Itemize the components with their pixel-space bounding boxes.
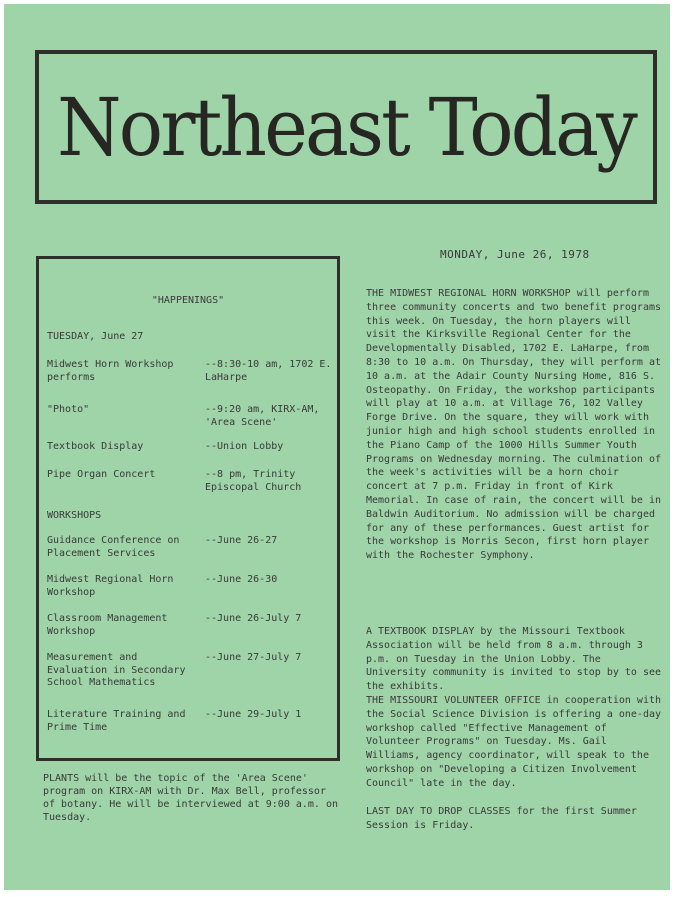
article-text: LAST DAY TO DROP CLASSES for the first Summer Session is Friday.: [366, 806, 637, 831]
workshop-name: Midwest Regional Horn Workshop: [47, 574, 174, 598]
article-text: THE MIDWEST REGIONAL HORN WORKSHOP will perform three community concerts and two benefit programs this week. On Tuesday, the horn players will visit the Kirksville Regional Center for the Developmentally Disabled, 1702 E. LaHarpe, from 8:30 to 10 a.m. On Thursday, they will perform at 10 a.m. at the Adair County Nursing Home, 816 S. Osteopathy. On Friday, the workshop participants will play at 10 a.m. at Village 76, 102 Valley Forge Drive. On the square, they will work with junior high and high school students enrolled in the Piano Camp of the 1000 Hills Summer Youth Programs on Wednesday morning. The culmination of the week's activities will be a horn choir concert at 7 p.m. Friday in front of Kirk Memorial. In case of rain, the concert will be in Baldwin Auditorium. No admission will be charged for any of these performances. Guest artist for the workshop is Morris Secon, first horn player with the Rochester Symphony.: [366, 288, 662, 562]
workshop-dates: --June 26-27: [205, 535, 278, 546]
plants-note: PLANTS will be the topic of the 'Area Scene' program on KIRX-AM with Dr. Max Bell, professor of botany. He will be interviewed at 9:00 a.m. on Tuesday.: [43, 773, 339, 823]
issue-date: MONDAY, June 26, 1978: [440, 248, 590, 261]
article-volunteer-workshop: [366, 694, 664, 791]
event-time: --9:20 am, KIRX-AM, 'Area Scene': [205, 404, 320, 428]
event-time: --8 pm, Trinity Episcopal Church: [205, 469, 302, 493]
event-name: "Photo": [47, 404, 90, 415]
event-name: Textbook Display: [47, 441, 144, 452]
workshop-name: Guidance Conference on Placement Services: [47, 535, 180, 559]
workshop-dates: --June 26-30: [205, 574, 278, 585]
event-time: --Union Lobby: [205, 441, 284, 452]
happenings-title: "HAPPENINGS": [151, 295, 225, 306]
newsletter-page: [4, 4, 670, 890]
workshop-dates: --June 27-July 7: [205, 652, 302, 663]
workshop-name: Literature Training and Prime Time: [47, 709, 186, 733]
event-name: Pipe Organ Concert: [47, 469, 156, 480]
article-last-day-drop: [366, 805, 664, 833]
happenings-box: [36, 256, 340, 761]
workshop-name: Classroom Management Workshop: [47, 613, 168, 637]
workshop-name: Measurement and Evaluation in Secondary School Mathematics: [47, 652, 186, 688]
day-heading: TUESDAY, June 27: [47, 331, 144, 342]
masthead-title: Northeast Today: [57, 80, 635, 174]
article-text: A TEXTBOOK DISPLAY by the Missouri Textbook Association will be held from 8 a.m. through 3 p.m. on Tuesday in the Union Lobby. The University community is invited to stop by to see the exhibits.: [366, 626, 662, 693]
masthead: [35, 50, 657, 204]
workshop-dates: --June 29-July 1: [205, 709, 302, 720]
event-name: Midwest Horn Workshop performs: [47, 359, 174, 383]
workshop-dates: --June 26-July 7: [205, 613, 302, 624]
article-textbook-display: [366, 625, 664, 694]
workshops-heading: WORKSHOPS: [47, 510, 102, 521]
event-time: --8:30-10 am, 1702 E. LaHarpe: [205, 359, 332, 383]
article-text: THE MISSOURI VOLUNTEER OFFICE in cooperation with the Social Science Division is offering a one-day workshop called "Effective Management of Volunteer Programs" on Tuesday. Ms. Gail Williams, agency coordinator, will speak to the workshop on "Developing a Citizen Involvement Council" late in the day.: [366, 695, 662, 789]
article-horn-workshop: [366, 287, 664, 563]
